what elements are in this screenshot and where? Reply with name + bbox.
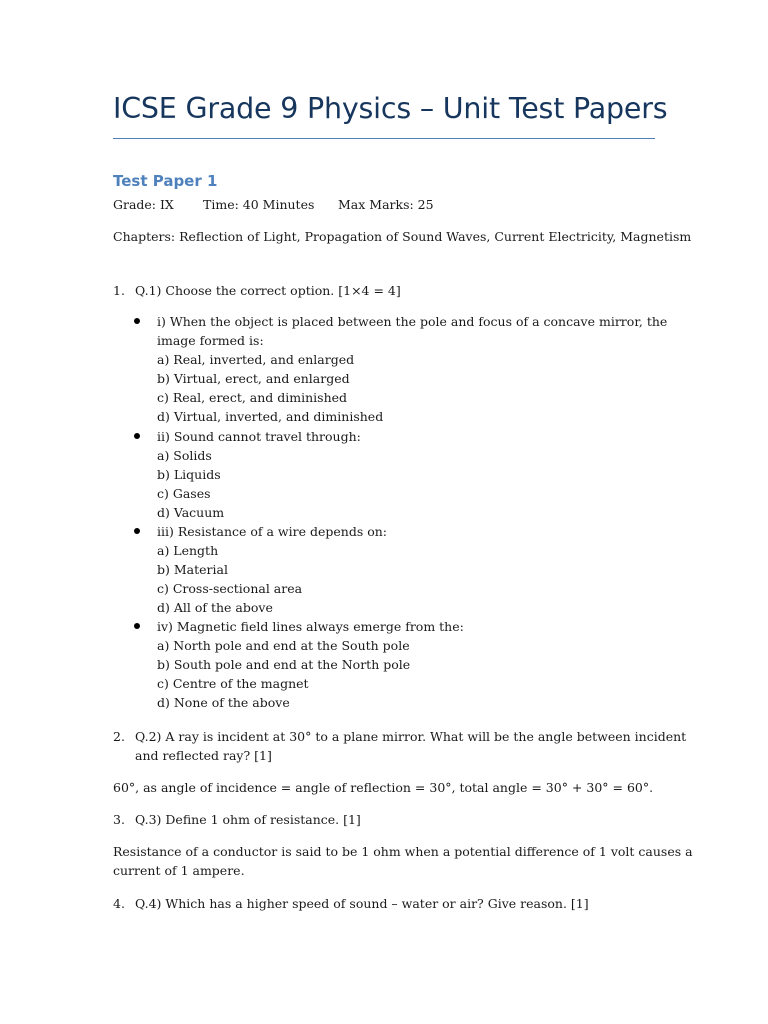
bullet-icon [134,528,140,534]
option-line: b) Virtual, erect, and enlarged [157,371,350,386]
marks-text: Max Marks: 25 [338,197,434,212]
option-line: d) None of the above [157,695,290,710]
question-text: Q.4) Which has a higher speed of sound – water or air? Give reason. [1] [135,896,589,911]
time-text: Time: 40 Minutes [203,197,315,212]
option-line: iv) Magnetic field lines always emerge from the: [157,619,464,634]
answer-line: Resistance of a conductor is said to be 1 ohm when a potential difference of 1 volt causes a [113,844,693,859]
bullet-icon [134,433,140,439]
question-text: Q.1) Choose the correct option. [1×4 = 4] [135,283,401,298]
question-number: 3. [113,812,125,827]
answer-line: current of 1 ampere. [113,863,245,878]
option-line: a) Real, inverted, and enlarged [157,352,355,367]
option-line: c) Centre of the magnet [157,676,309,691]
answer-3 [113,842,693,880]
option-line: a) North pole and end at the South pole [157,638,410,653]
title-divider [113,138,655,139]
option-line: image formed is: [157,333,264,348]
option-line: d) Virtual, inverted, and diminished [157,409,384,424]
option-line: i) When the object is placed between the pole and focus of a concave mirror, the [157,314,668,329]
document-title: ICSE Grade 9 Physics – Unit Test Papers [113,92,668,125]
grade-text: Grade: IX [113,197,174,212]
answer-2: 60°, as angle of incidence = angle of reflection = 30°, total angle = 30° + 30° = 60°. [113,780,654,795]
question-number: 4. [113,896,125,911]
question-number: 2. [113,729,125,744]
option-line: b) Material [157,562,228,577]
section-heading: Test Paper 1 [113,172,218,190]
question-number: 1. [113,283,125,298]
question-text: Q.2) A ray is incident at 30° to a plane mirror. What will be the angle between incident [135,729,687,744]
bullet-icon [134,623,140,629]
question-text: and reflected ray? [1] [135,748,272,763]
option-line: ii) Sound cannot travel through: [157,429,361,444]
chapters-text: Chapters: Reflection of Light, Propagation of Sound Waves, Current Electricity, Magnetism [113,229,692,244]
option-line: d) Vacuum [157,505,225,520]
test-meta [113,197,434,212]
option-line: a) Solids [157,448,212,463]
question-text: Q.3) Define 1 ohm of resistance. [1] [135,812,361,827]
option-line: b) Liquids [157,467,221,482]
option-line: b) South pole and end at the North pole [157,657,411,672]
option-line: a) Length [157,543,219,558]
option-line: c) Cross-sectional area [157,581,303,596]
option-line: iii) Resistance of a wire depends on: [157,524,387,539]
option-line: c) Gases [157,486,211,501]
option-line: d) All of the above [157,600,273,615]
option-line: c) Real, erect, and diminished [157,390,348,405]
bullet-icon [134,318,140,324]
